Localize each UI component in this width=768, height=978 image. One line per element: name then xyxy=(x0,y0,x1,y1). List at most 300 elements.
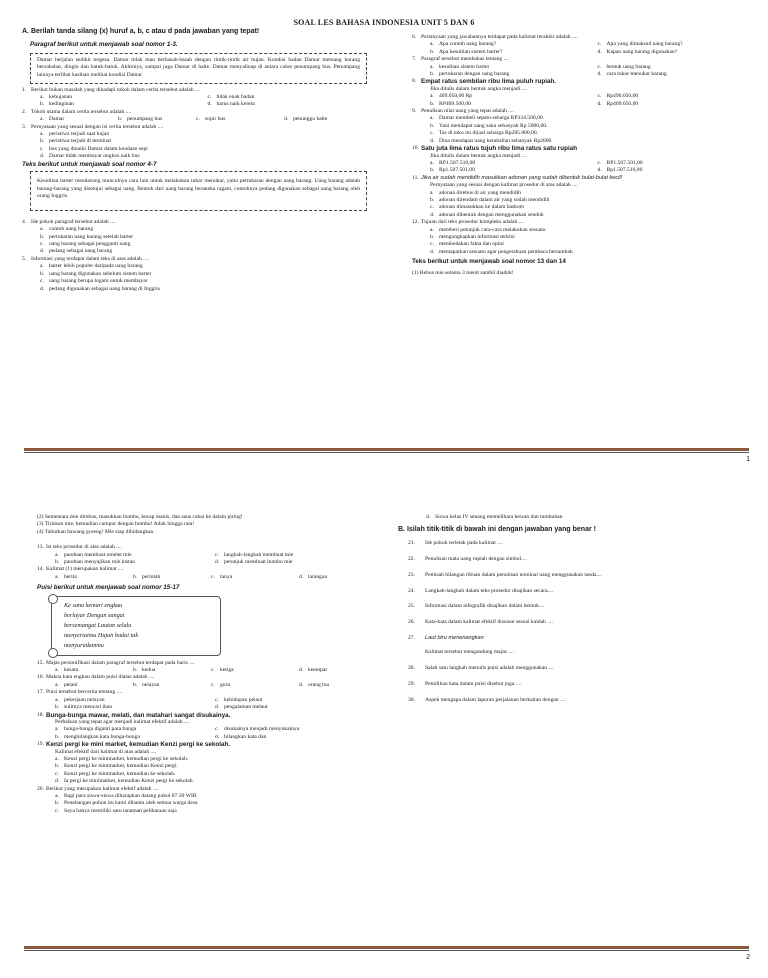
answer-option[interactable] xyxy=(211,574,291,581)
question-12 xyxy=(412,219,757,256)
answer-option[interactable] xyxy=(55,682,125,689)
option-text: Siswa kelas IV senang memelihara hewan dan tumbuhan xyxy=(435,514,563,520)
question-text: Ide pokok paragraf tersebut adalah .... xyxy=(31,218,116,225)
answer-option[interactable] xyxy=(215,552,367,559)
options xyxy=(22,131,367,161)
answer-option[interactable] xyxy=(40,286,367,293)
question-stem xyxy=(412,56,757,63)
option-letter: b. xyxy=(133,681,138,688)
fill-number: 30. xyxy=(408,696,415,703)
answer-option[interactable] xyxy=(284,116,367,123)
option-text: Rp1.507.510,00 xyxy=(606,167,643,174)
page-number-1: 1 xyxy=(746,456,750,463)
page-2 xyxy=(0,478,768,978)
option-letter: c. xyxy=(597,93,602,100)
option-text: pedang sebagai uang barang xyxy=(49,248,113,255)
options xyxy=(412,160,757,175)
fill-number: 27. xyxy=(408,635,415,642)
option-letter: d. xyxy=(55,778,60,785)
option-letter: d. xyxy=(430,248,435,255)
option-letter: b. xyxy=(430,100,435,107)
question-subtext: Jika ditulis dalam bentuk angka menjadi .... xyxy=(430,85,528,92)
passage-2: Kesulitan barter mendorong munculnya cara lain untuk melakukan tukar menukar, yaitu pertukaran dengan uang barang. Uang barang adalah barang-barang yang disetujui sebagai uang. Bentuk dari uang barang beraneka ragam, contohnya pedang digunakan sebagai uang barang oleh orang Inggris. xyxy=(30,171,367,211)
option-letter: a. xyxy=(55,792,59,799)
options xyxy=(412,190,757,220)
answer-option[interactable] xyxy=(598,101,758,108)
option-text: larangan xyxy=(308,573,328,580)
question-number: 16. xyxy=(37,674,44,681)
fill-number: 25. xyxy=(408,603,415,610)
option-text: uang barang berupa logam untuk membayar xyxy=(49,278,148,285)
answer-option[interactable] xyxy=(430,160,590,167)
option-letter: c. xyxy=(215,551,219,558)
answer-option[interactable] xyxy=(299,667,367,674)
option-text: pekerjaan nelayan xyxy=(64,696,105,703)
fill-text: Aspek mengapa dalam laporan perjalanan berkaitan dengan .... xyxy=(425,696,566,703)
option-letter: a. xyxy=(55,551,59,558)
fill-number: 24. xyxy=(408,587,415,594)
option-letter: b. xyxy=(55,800,60,807)
option-text: petunjuk membuat bumbu mie xyxy=(224,559,293,566)
option-letter: d. xyxy=(215,559,220,566)
answer-option[interactable] xyxy=(211,667,291,674)
fill-number: 29. xyxy=(408,680,415,687)
answer-option[interactable] xyxy=(215,726,367,733)
answer-option[interactable] xyxy=(430,93,590,100)
answer-option[interactable] xyxy=(55,756,367,763)
question-stem xyxy=(37,786,367,793)
answer-option[interactable] xyxy=(208,101,368,108)
section-b-heading: B. Isilah titik-titik di bawah ini dengan jawaban yang benar ! xyxy=(398,526,596,534)
answer-option[interactable] xyxy=(55,552,207,559)
answer-option[interactable] xyxy=(133,682,203,689)
option-text: pertukaran uang barang setelah barter xyxy=(49,233,134,240)
question-number: 3. xyxy=(22,123,27,130)
question-number: 13. xyxy=(37,544,44,551)
fill-item xyxy=(408,556,748,563)
question-number: 6. xyxy=(412,34,417,40)
option-letter: d. xyxy=(40,285,45,292)
option-letter: c. xyxy=(211,667,215,674)
option-text: kesulitan sistem barter xyxy=(439,63,490,70)
answer-option[interactable] xyxy=(55,800,367,807)
answer-option[interactable] xyxy=(55,771,367,778)
answer-option[interactable] xyxy=(40,248,367,255)
answer-option[interactable] xyxy=(55,763,367,770)
scroll-ring-bottom xyxy=(48,648,58,658)
option-text: Dina mendapat uang kembalian sebanyak Rp2000. xyxy=(439,137,553,144)
scroll-ring-top xyxy=(48,594,58,604)
option-letter: b. xyxy=(40,101,45,108)
question-text: Berikut bukan masalah yang dihadapi tokoh dalam cerita tersebut adalah .... xyxy=(31,86,201,93)
answer-option[interactable] xyxy=(215,697,367,704)
answer-option[interactable] xyxy=(430,115,757,122)
fill-number: 23. xyxy=(408,571,415,578)
option-letter: a. xyxy=(40,131,44,138)
question-number: 18. xyxy=(37,711,44,718)
answer-option[interactable] xyxy=(430,71,590,78)
answer-option[interactable] xyxy=(133,574,203,581)
option-letter: c. xyxy=(211,573,215,580)
answer-option[interactable] xyxy=(299,574,367,581)
poem-line: menyurutkanmu xyxy=(64,641,104,649)
page-separator-thin-2 xyxy=(24,950,749,951)
question-stem xyxy=(37,566,367,573)
fill-text: Langkah-langkah dalam teks prosedur disajikan secara.... xyxy=(425,587,554,594)
option-letter: b. xyxy=(430,48,435,55)
option-text: langkah-langkah membuat mie xyxy=(224,551,294,558)
question-stem xyxy=(37,674,367,681)
option-letter: a. xyxy=(430,115,434,122)
answer-option[interactable] xyxy=(430,241,757,248)
option-letter: a. xyxy=(55,726,59,733)
answer-option[interactable] xyxy=(430,130,757,137)
option-text: mengungkapkan informasi terkini xyxy=(439,233,515,240)
answer-option[interactable] xyxy=(430,167,590,174)
option-text: menghilangkan kata bunga-bunga xyxy=(64,733,140,740)
options xyxy=(37,574,367,581)
answer-option[interactable] xyxy=(40,131,367,138)
answer-option[interactable] xyxy=(55,667,125,674)
option-letter: b. xyxy=(40,138,45,145)
answer-option[interactable] xyxy=(40,101,200,108)
answer-option[interactable] xyxy=(430,101,590,108)
fill-item xyxy=(408,588,748,595)
option-text: kedinginan xyxy=(49,101,74,108)
answer-option[interactable] xyxy=(40,153,367,160)
question-number: 14. xyxy=(37,566,44,573)
option-text: Rp409.050,00 xyxy=(606,100,639,107)
option-text: nelayan xyxy=(142,681,160,688)
answer-option[interactable] xyxy=(40,94,200,101)
option-text: tidak enak badan xyxy=(216,94,255,100)
poem-line: Ke sana kemari engkau xyxy=(64,601,123,609)
left-column-p1 xyxy=(22,28,367,293)
option-letter: a. xyxy=(40,263,44,270)
fill-in-list xyxy=(398,540,748,704)
options xyxy=(22,94,367,109)
question-14 xyxy=(37,566,367,581)
question-number: 12. xyxy=(412,219,419,226)
option-letter: c. xyxy=(430,204,434,211)
option-text: bentuk uang barang xyxy=(606,63,651,70)
options xyxy=(37,667,367,674)
poem-scroll xyxy=(51,596,221,656)
option-letter: a. xyxy=(55,667,59,674)
fill-item xyxy=(408,540,748,547)
question-text: Kalimat (1) merupakan kalimat .... xyxy=(46,566,124,573)
question-1 xyxy=(22,87,367,109)
option-letter: d. xyxy=(597,100,602,107)
question-6 xyxy=(412,34,757,56)
answer-option[interactable] xyxy=(430,123,757,130)
fill-text: Pemisah bilangan ribuan dalam penulisan nominal uang menggunakan tanda.... xyxy=(425,571,603,578)
answer-option[interactable] xyxy=(430,204,757,211)
option-letter: a. xyxy=(40,116,44,123)
option-text: cara tukar-menukar barang xyxy=(606,71,667,78)
question-stem xyxy=(412,78,757,85)
answer-option[interactable] xyxy=(430,190,757,197)
options xyxy=(37,726,367,741)
answer-option[interactable] xyxy=(40,263,367,270)
option-text: Yani mendapat uang saku sebanyak Rp 5000,00. xyxy=(439,122,548,129)
option-text: Bagi para siswa-siswa diharapkan datang pukul 07.30 WIB xyxy=(64,792,197,799)
option-letter: b. xyxy=(55,763,60,770)
option-text: tanya xyxy=(220,573,233,580)
fill-text: Laut biru menenangkan xyxy=(425,635,484,642)
answer-option[interactable] xyxy=(40,271,367,278)
fill-number: 28. xyxy=(408,665,415,672)
option-letter: c. xyxy=(430,241,434,248)
text3-heading: Teks berikut untuk menjawab soal nomor 13 dan 14 xyxy=(412,258,566,266)
answer-option[interactable] xyxy=(40,226,367,233)
answer-option[interactable] xyxy=(208,94,368,101)
question-number: 9. xyxy=(412,108,417,115)
option-text: RP1.507.501,00 xyxy=(606,159,643,166)
page-number-2: 2 xyxy=(746,954,750,961)
option-text: Rp1.507.501,00 xyxy=(439,167,475,174)
question-3 xyxy=(22,124,367,161)
poem-heading: Puisi berikut untuk menjawab soal nomor 15-17 xyxy=(37,584,180,592)
option-letter: a. xyxy=(55,681,59,688)
option-letter: a. xyxy=(40,226,44,233)
answer-option[interactable] xyxy=(430,197,757,204)
question-17 xyxy=(37,689,367,711)
text2-heading: Teks berikut untuk menjawab soal nomor 4-7 xyxy=(22,160,157,168)
option-letter: b. xyxy=(430,233,435,240)
option-letter: b. xyxy=(430,71,435,78)
option-letter: c. xyxy=(597,41,602,48)
option-text: Kenzi pergi ke minimarket, kemudian ke sekolah. xyxy=(64,770,176,777)
fill-number: 21. xyxy=(408,539,415,546)
option-letter: d. xyxy=(430,211,435,218)
option-letter: b. xyxy=(55,704,60,711)
option-letter: c. xyxy=(211,681,215,688)
option-text: kehujanan xyxy=(49,94,72,100)
option-letter: b. xyxy=(430,167,435,174)
options xyxy=(412,93,757,108)
page-separator-2 xyxy=(24,946,749,949)
question-number: 19. xyxy=(37,741,44,748)
answer-option[interactable] xyxy=(430,227,757,234)
option-text: memberi petunjuk cara-cara melakukan sesuatu xyxy=(439,226,546,233)
answer-option[interactable] xyxy=(40,138,367,145)
option-text: ketiga xyxy=(220,667,234,674)
question-subtext: Jika ditulis dalam bentuk angka menjadi .... xyxy=(430,152,528,159)
option-letter: a. xyxy=(430,226,434,233)
fill-text: Informasi dalam infografik disajikan dalam bentuk.... xyxy=(425,603,545,610)
option-letter: c. xyxy=(40,278,44,285)
answer-option[interactable] xyxy=(430,138,757,145)
options xyxy=(37,756,367,786)
fill-text: Pemilihan kata dalam puisi disebut juga .... xyxy=(425,680,522,687)
answer-option[interactable] xyxy=(211,682,291,689)
fill-number: 26. xyxy=(408,619,415,626)
option-text: Rp490.050,00 xyxy=(606,93,639,100)
question-stem xyxy=(22,109,367,116)
question-7 xyxy=(412,56,757,78)
option-text: contoh uang barang xyxy=(49,226,94,233)
option-text: adonan dimasukkan ke dalam baskom xyxy=(439,204,525,211)
answer-option[interactable] xyxy=(598,49,758,56)
answer-option[interactable] xyxy=(299,682,367,689)
option-letter: a. xyxy=(55,573,59,580)
option-letter: d. xyxy=(299,667,304,674)
option-text: pengalaman melaut xyxy=(224,704,268,711)
option-letter: c. xyxy=(215,696,219,703)
option-text: Kenzi pergi ke minimarket, kemudian pergi ke sekolah. xyxy=(64,755,189,762)
option-text: Apa kesulitan sistem barter? xyxy=(439,48,503,55)
answer-option[interactable] xyxy=(430,64,590,71)
answer-option[interactable] xyxy=(133,667,203,674)
option-text: kehidupan pelaut xyxy=(224,696,263,703)
answer-option[interactable] xyxy=(40,241,367,248)
option-letter: b. xyxy=(55,559,60,566)
question-text: Majas personifikasi dalam paragraf tersebut terdapat pada baris .... xyxy=(46,659,195,666)
option-letter: d. xyxy=(215,704,220,711)
option-text: uang barang digunakan sebelum sistem barter xyxy=(49,270,152,277)
option-letter: b. xyxy=(118,116,123,123)
question-stem xyxy=(412,219,757,226)
option-text: RP1.507.510,00 xyxy=(439,159,476,166)
answer-option[interactable] xyxy=(55,808,367,815)
question-2 xyxy=(22,109,367,124)
question-number: 17. xyxy=(37,689,44,696)
answer-option[interactable] xyxy=(430,41,590,48)
answer-option[interactable] xyxy=(430,212,757,219)
answer-option[interactable] xyxy=(55,697,207,704)
question-text: Tujuan dari teks prosedur kompleks adalah .... xyxy=(421,219,525,226)
option-text: sulitnya mencari ikan xyxy=(64,704,113,711)
option-text: peristiwa terjadi saat hujan xyxy=(49,131,110,138)
question-number: 7. xyxy=(412,56,417,63)
question-stem xyxy=(37,689,367,696)
fill-item xyxy=(408,572,748,579)
poem-line: menyertaimu Hujan badai tak xyxy=(64,631,139,639)
option-letter: d. xyxy=(40,153,45,160)
fill-item xyxy=(408,665,748,672)
fill-item xyxy=(408,697,748,704)
right-column-p2 xyxy=(398,514,748,713)
answer-option[interactable] xyxy=(598,167,758,174)
poem-line: bersemangat Lautan selalu xyxy=(64,621,132,629)
answer-option[interactable] xyxy=(598,64,758,71)
option-letter: a. xyxy=(430,41,434,48)
question-stem xyxy=(412,34,757,41)
option-text: adonan direndam dalam air yang sudah mendidih xyxy=(439,196,550,203)
option-text: memaparkan sesuatu agar pengetahuan pembaca bertambah xyxy=(439,248,573,255)
question-text: Puisi tersebut bercerita tentang .... xyxy=(46,689,123,696)
option-letter: d. xyxy=(299,573,304,580)
answer-option[interactable] xyxy=(196,116,276,123)
fill-text: Salah satu langkah menulis puisi adalah menggunakan .... xyxy=(425,665,555,672)
question-subtext: Kalimat efektif dari kalimat di atas adalah .... xyxy=(55,748,157,755)
fill-item xyxy=(408,635,748,642)
fill-item xyxy=(408,681,748,688)
answer-option[interactable] xyxy=(430,249,757,256)
option-text: Saya hanya memiliki satu tanaman peliharaan saja xyxy=(64,807,177,814)
answer-option[interactable] xyxy=(598,93,758,100)
answer-option[interactable] xyxy=(55,726,207,733)
answer-option[interactable] xyxy=(215,559,367,566)
answer-option[interactable] xyxy=(215,734,367,741)
answer-option[interactable] xyxy=(598,71,758,78)
option-letter: d. xyxy=(597,71,602,78)
answer-option[interactable] xyxy=(55,793,367,800)
answer-option[interactable] xyxy=(598,41,758,48)
option-letter: c. xyxy=(40,241,44,248)
option-text: peristiwa terjadi di terminal xyxy=(49,138,111,145)
option-text: panduan menyajikan mie instan xyxy=(64,559,135,566)
option-text: Tas di toko itu dijual seharga Rp285.800,00. xyxy=(439,130,539,137)
question-text: Tokoh utama dalam cerita tersebut adalah .... xyxy=(31,108,132,115)
option-letter: d. xyxy=(207,101,212,108)
option-letter: d. xyxy=(215,733,220,740)
answer-option[interactable] xyxy=(215,704,367,711)
question-stem xyxy=(412,108,757,115)
fill-text: Ide pokok terletak pada kalimat .... xyxy=(425,539,503,546)
answer-option[interactable] xyxy=(55,574,125,581)
option-text: penunggu halte xyxy=(293,116,328,123)
answer-option[interactable] xyxy=(55,734,207,741)
option-text: harus naik kereta xyxy=(216,101,255,108)
option-text: Damar membeli sepatu seharga RP334.500,00. xyxy=(439,115,545,122)
option-letter: c. xyxy=(55,807,59,814)
answer-option[interactable] xyxy=(118,116,188,123)
answer-option[interactable] xyxy=(598,160,758,167)
question-13 xyxy=(37,544,367,566)
page-separator-thin xyxy=(24,452,749,453)
answer-option[interactable] xyxy=(40,146,367,153)
option-text: Penebangan pohon itu kami dibantu oleh semua warga desa xyxy=(64,800,198,807)
question-20 xyxy=(37,786,367,816)
answer-option[interactable] xyxy=(40,116,110,123)
fill-number: 22. xyxy=(408,555,415,562)
fill-text: Penulisan mata uang rupiah dengan simbol.... xyxy=(425,555,527,562)
option-text: bunga-bunga diganti para bunga xyxy=(64,726,137,733)
procedure-step-1: (1) Rebus mie selama 3 menit sambil diaduk! xyxy=(412,269,514,276)
option-text: 409.050,00 Rp xyxy=(439,93,473,100)
answer-option[interactable] xyxy=(40,278,367,285)
question-number: 10. xyxy=(412,145,419,152)
question-8 xyxy=(412,78,757,108)
answer-option[interactable] xyxy=(40,234,367,241)
question-text: Isi teks prosedur di atas adalah .... xyxy=(46,544,122,551)
question-subtext: Perbaikan yang tepat agar menjadi kalimat efektif adalah .... xyxy=(55,718,190,725)
option-text: adonan direbus di air yang mendidih xyxy=(439,189,521,196)
poem-line: berlayar Dengan sangat xyxy=(64,611,125,619)
option-letter: a. xyxy=(40,94,44,100)
page-separator xyxy=(24,448,749,451)
question-text: Berikut yang merupakan kalimat efektif adalah .... xyxy=(46,785,159,792)
option-text: orang tua xyxy=(308,681,329,688)
answer-option[interactable] xyxy=(55,704,207,711)
option-text: berita xyxy=(64,573,77,580)
option-text: sopir bus xyxy=(205,116,226,123)
answer-option[interactable] xyxy=(55,778,367,785)
option-text: disukainya menjadi menyukainya xyxy=(224,726,300,733)
fill-subtext: Kalimat tersebut mengandung majas .... xyxy=(425,649,514,656)
question-number: 4. xyxy=(22,218,27,225)
option-letter: c. xyxy=(597,159,602,166)
option-text: adonan dibentuk dengan menggunakan sendok xyxy=(439,211,544,218)
question-number: 5. xyxy=(22,255,27,262)
question-9 xyxy=(412,108,757,145)
option-text: Damar xyxy=(49,116,65,123)
option-text: petani xyxy=(64,681,78,688)
question-text: Makna kata engkau dalam puisi diatas adalah .... xyxy=(46,674,155,681)
option-letter: b. xyxy=(40,270,45,277)
